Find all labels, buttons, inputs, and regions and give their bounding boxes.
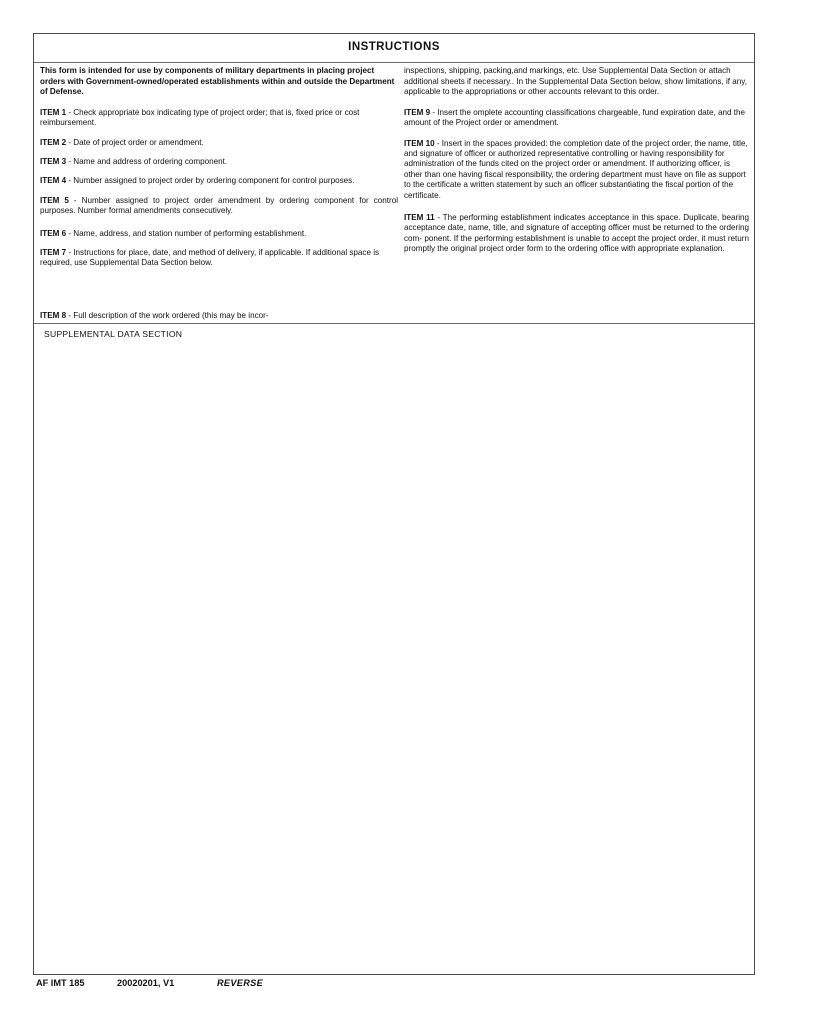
instruction-item-2 (40, 138, 398, 148)
instruction-item-11 (404, 213, 749, 255)
instruction-item-8 (34, 310, 754, 323)
instruction-item-7 (40, 248, 398, 269)
footer-page-marker: REVERSE (217, 978, 264, 988)
instruction-item-3 (40, 157, 398, 167)
item-11-label: ITEM 11 (404, 213, 435, 223)
title-band (34, 34, 754, 63)
instructions-right-column (404, 63, 749, 255)
item-8-label: ITEM 8 (40, 311, 67, 320)
instruction-item-5 (40, 196, 398, 217)
item-3-text: - Name and address of ordering component. (66, 157, 228, 166)
instruction-item-9 (404, 108, 749, 129)
instructions-left-column (40, 63, 398, 269)
instruction-item-6 (40, 229, 398, 239)
item-9-label: ITEM 9 (404, 107, 431, 117)
item-5-label: ITEM 5 (40, 195, 69, 205)
item-8-text: - Full description of the work ordered (this may be incor- (66, 311, 269, 320)
footer-version: 20020201, V1 (117, 978, 175, 988)
item-5-text: - Number assigned to project order amendment by ordering component for control purposes. Number formal amendments consecutively. (40, 195, 398, 216)
item-1-text: - Check appropriate box indicating type of project order; that is, fixed price or cost reimbursement. (40, 107, 360, 128)
item-10-label: ITEM 10 (404, 138, 435, 148)
instruction-item-1 (40, 108, 398, 129)
item-9-text: - Insert the omplete accounting classifications chargeable, fund expiration date, and the amount of the Project order or amendment. (404, 107, 746, 128)
supplemental-data-section-label: SUPPLEMENTAL DATA SECTION (44, 329, 183, 339)
lead-paragraph: This form is intended for use by components of military departments in placing project orders with Government-owned/operated establishments within and outside the Department of Defense. (40, 66, 395, 97)
footer-form-id: AF IMT 185 (36, 978, 85, 988)
item-4-text: - Number assigned to project order by ordering component for control purposes. (66, 176, 355, 186)
item-2-text: - Date of project order or amendment. (66, 137, 204, 147)
item-2-label: ITEM 2 (40, 137, 67, 147)
supplemental-data-section[interactable] (34, 324, 754, 941)
continuation-paragraph: inspections, shipping, packing,and markings, etc. Use Supplemental Data Section or attach additional sheets if necessary.. In the Supplemental Data Section below, show limitations, if any, applicable to the appropriations or other accounts relevant to this order. (404, 66, 747, 97)
instruction-item-4 (40, 176, 398, 186)
instructions-body (34, 63, 754, 324)
item-7-label: ITEM 7 (40, 248, 67, 258)
item-10-text: - Insert in the spaces provided: the completion date of the project order, the name, title, and signature of officer or authorized representative controlling or having responsibility for administration of the funds cited on the project order or amendment. If authorizing officer, is other than one having fiscal responsibility, the ordering department must have on file as support to the certificate a written statement by such an officer substantiating the fiscal portion of the certificate. (404, 138, 748, 200)
item-4-label: ITEM 4 (40, 176, 67, 186)
item-6-label: ITEM 6 (40, 228, 67, 238)
form-frame (33, 33, 755, 975)
item-1-label: ITEM 1 (40, 107, 67, 117)
item-6-text: - Name, address, and station number of performing establishment. (66, 228, 307, 238)
form-footer (36, 978, 756, 994)
item-7-text: - Instructions for place, date, and method of delivery, if applicable. If additional space is required, use Supplemental Data Section below. (40, 248, 380, 268)
instruction-item-10 (404, 139, 749, 201)
item-11-text: - The performing establishment indicates acceptance in this space. Duplicate, bearing acceptance date, name, title, and signature of accepting officer must be returned to the ordering com- ponent. If the performing establishment is unable to accept the project order, it must return promptly the original project order form to the ordering office with appropriate explanation. (404, 213, 749, 254)
page-title: INSTRUCTIONS (348, 41, 440, 53)
item-3-label: ITEM 3 (40, 157, 67, 166)
